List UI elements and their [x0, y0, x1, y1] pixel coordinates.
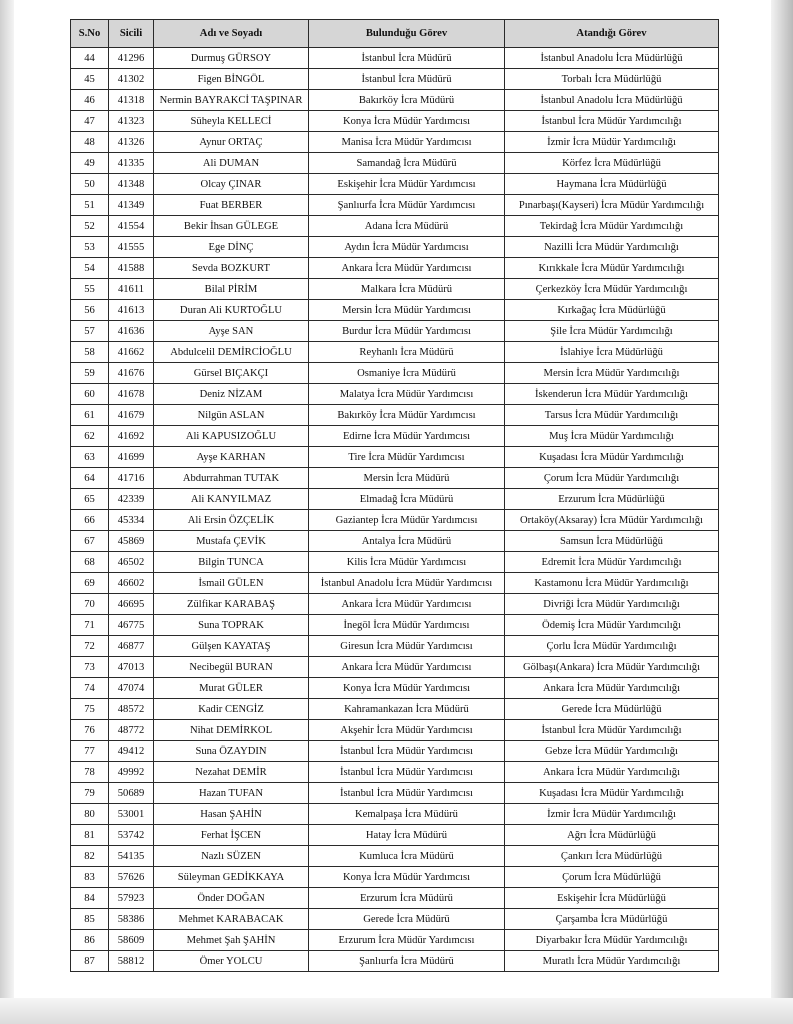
cell-sicil: 57923	[109, 888, 154, 909]
page-shadow-right	[771, 0, 793, 1024]
cell-name: Nilgün ASLAN	[154, 405, 309, 426]
cell-name: Necibegül BURAN	[154, 657, 309, 678]
cell-name: Ege DİNÇ	[154, 237, 309, 258]
cell-sicil: 41678	[109, 384, 154, 405]
cell-sno: 71	[71, 615, 109, 636]
page-shadow-left	[0, 0, 14, 1024]
cell-assigned-position: Çerkezköy İcra Müdür Yardımcılığı	[505, 279, 719, 300]
table-row	[71, 615, 719, 636]
cell-name: Zülfikar KARABAŞ	[154, 594, 309, 615]
cell-name: Duran Ali KURTOĞLU	[154, 300, 309, 321]
cell-sicil: 41302	[109, 69, 154, 90]
cell-name: Suna ÖZAYDIN	[154, 741, 309, 762]
cell-sno: 70	[71, 594, 109, 615]
cell-name: Süleyman GEDİKKAYA	[154, 867, 309, 888]
table-row	[71, 783, 719, 804]
table-row	[71, 48, 719, 69]
table-body	[71, 48, 719, 972]
cell-assigned-position: İstanbul İcra Müdür Yardımcılığı	[505, 720, 719, 741]
table-row	[71, 846, 719, 867]
cell-sno: 53	[71, 237, 109, 258]
cell-name: İsmail GÜLEN	[154, 573, 309, 594]
table-row	[71, 489, 719, 510]
cell-sno: 52	[71, 216, 109, 237]
cell-sno: 75	[71, 699, 109, 720]
cell-current-position: Aydın İcra Müdür Yardımcısı	[309, 237, 505, 258]
cell-name: Hazan TUFAN	[154, 783, 309, 804]
header-name: Adı ve Soyadı	[154, 20, 309, 48]
cell-name: Abdurrahman TUTAK	[154, 468, 309, 489]
table-row	[71, 69, 719, 90]
page-shadow-bottom	[0, 998, 793, 1024]
cell-sno: 76	[71, 720, 109, 741]
cell-current-position: Ankara İcra Müdür Yardımcısı	[309, 594, 505, 615]
cell-assigned-position: Ankara İcra Müdür Yardımcılığı	[505, 678, 719, 699]
cell-sno: 72	[71, 636, 109, 657]
cell-sno: 56	[71, 300, 109, 321]
cell-name: Mehmet Şah ŞAHİN	[154, 930, 309, 951]
cell-current-position: Kilis İcra Müdür Yardımcısı	[309, 552, 505, 573]
cell-sicil: 41611	[109, 279, 154, 300]
cell-sicil: 45334	[109, 510, 154, 531]
cell-sicil: 46502	[109, 552, 154, 573]
cell-name: Ayşe KARHAN	[154, 447, 309, 468]
table-row	[71, 825, 719, 846]
cell-assigned-position: Muş İcra Müdür Yardımcılığı	[505, 426, 719, 447]
cell-name: Murat GÜLER	[154, 678, 309, 699]
table-row	[71, 699, 719, 720]
cell-assigned-position: Kastamonu İcra Müdür Yardımcılığı	[505, 573, 719, 594]
cell-sno: 60	[71, 384, 109, 405]
table-row	[71, 531, 719, 552]
cell-sicil: 41588	[109, 258, 154, 279]
table-row	[71, 741, 719, 762]
cell-assigned-position: Haymana İcra Müdürlüğü	[505, 174, 719, 195]
cell-sicil: 47013	[109, 657, 154, 678]
cell-sno: 64	[71, 468, 109, 489]
cell-current-position: Erzurum İcra Müdürü	[309, 888, 505, 909]
table-row	[71, 762, 719, 783]
cell-sno: 44	[71, 48, 109, 69]
cell-name: Nihat DEMİRKOL	[154, 720, 309, 741]
cell-sicil: 41318	[109, 90, 154, 111]
table-row	[71, 804, 719, 825]
cell-current-position: Kemalpaşa İcra Müdürü	[309, 804, 505, 825]
table-row	[71, 153, 719, 174]
cell-assigned-position: Pınarbaşı(Kayseri) İcra Müdür Yardımcılığı	[505, 195, 719, 216]
cell-name: Bilgin TUNCA	[154, 552, 309, 573]
cell-sicil: 45869	[109, 531, 154, 552]
header-assigned-position: Atandığı Görev	[505, 20, 719, 48]
header-sno: S.No	[71, 20, 109, 48]
cell-sicil: 41323	[109, 111, 154, 132]
cell-current-position: İstanbul İcra Müdür Yardımcısı	[309, 783, 505, 804]
cell-assigned-position: Gölbaşı(Ankara) İcra Müdür Yardımcılığı	[505, 657, 719, 678]
cell-assigned-position: Ağrı İcra Müdürlüğü	[505, 825, 719, 846]
cell-current-position: İstanbul İcra Müdürü	[309, 48, 505, 69]
cell-current-position: Konya İcra Müdür Yardımcısı	[309, 867, 505, 888]
cell-name: Mehmet KARABACAK	[154, 909, 309, 930]
cell-assigned-position: Kuşadası İcra Müdür Yardımcılığı	[505, 447, 719, 468]
cell-current-position: Şanlıurfa İcra Müdür Yardımcısı	[309, 195, 505, 216]
cell-name: Abdulcelil DEMİRCİOĞLU	[154, 342, 309, 363]
cell-sicil: 41296	[109, 48, 154, 69]
table-row	[71, 468, 719, 489]
cell-name: Deniz NİZAM	[154, 384, 309, 405]
cell-assigned-position: Ödemiş İcra Müdür Yardımcılığı	[505, 615, 719, 636]
cell-assigned-position: Çorlu İcra Müdür Yardımcılığı	[505, 636, 719, 657]
table-row	[71, 510, 719, 531]
table-row	[71, 573, 719, 594]
cell-sicil: 41692	[109, 426, 154, 447]
table-row	[71, 111, 719, 132]
cell-assigned-position: Eskişehir İcra Müdürlüğü	[505, 888, 719, 909]
table-row	[71, 279, 719, 300]
header-row	[71, 20, 719, 48]
cell-name: Ali DUMAN	[154, 153, 309, 174]
table-row	[71, 405, 719, 426]
cell-sno: 74	[71, 678, 109, 699]
cell-current-position: Reyhanlı İcra Müdürü	[309, 342, 505, 363]
cell-sicil: 57626	[109, 867, 154, 888]
table-row	[71, 636, 719, 657]
cell-current-position: Burdur İcra Müdür Yardımcısı	[309, 321, 505, 342]
cell-current-position: İstanbul İcra Müdür Yardımcısı	[309, 762, 505, 783]
cell-current-position: Elmadağ İcra Müdürü	[309, 489, 505, 510]
cell-name: Figen BİNGÖL	[154, 69, 309, 90]
appointment-table	[70, 19, 719, 972]
table-row	[71, 216, 719, 237]
table-row	[71, 867, 719, 888]
cell-sicil: 41613	[109, 300, 154, 321]
cell-sno: 78	[71, 762, 109, 783]
cell-name: Hasan ŞAHİN	[154, 804, 309, 825]
cell-current-position: Kahramankazan İcra Müdürü	[309, 699, 505, 720]
cell-assigned-position: Kırkağaç İcra Müdürlüğü	[505, 300, 719, 321]
cell-sno: 59	[71, 363, 109, 384]
table-row	[71, 300, 719, 321]
cell-sicil: 41676	[109, 363, 154, 384]
cell-current-position: İnegöl İcra Müdür Yardımcısı	[309, 615, 505, 636]
cell-sno: 58	[71, 342, 109, 363]
cell-assigned-position: Muratlı İcra Müdür Yardımcılığı	[505, 951, 719, 972]
cell-assigned-position: İslahiye İcra Müdürlüğü	[505, 342, 719, 363]
cell-sno: 55	[71, 279, 109, 300]
cell-current-position: Mersin İcra Müdürü	[309, 468, 505, 489]
cell-sicil: 48572	[109, 699, 154, 720]
cell-assigned-position: İstanbul İcra Müdür Yardımcılığı	[505, 111, 719, 132]
cell-sno: 73	[71, 657, 109, 678]
cell-name: Sevda BOZKURT	[154, 258, 309, 279]
cell-current-position: Osmaniye İcra Müdürü	[309, 363, 505, 384]
cell-current-position: Mersin İcra Müdür Yardımcısı	[309, 300, 505, 321]
cell-sno: 61	[71, 405, 109, 426]
cell-assigned-position: Tekirdağ İcra Müdür Yardımcılığı	[505, 216, 719, 237]
cell-sno: 81	[71, 825, 109, 846]
cell-sno: 79	[71, 783, 109, 804]
cell-assigned-position: Mersin İcra Müdür Yardımcılığı	[505, 363, 719, 384]
cell-sno: 82	[71, 846, 109, 867]
cell-current-position: Edirne İcra Müdür Yardımcısı	[309, 426, 505, 447]
cell-name: Gürsel BIÇAKÇI	[154, 363, 309, 384]
cell-sno: 54	[71, 258, 109, 279]
cell-current-position: Ankara İcra Müdür Yardımcısı	[309, 657, 505, 678]
header-current-position: Bulunduğu Görev	[309, 20, 505, 48]
cell-assigned-position: Çorum İcra Müdür Yardımcılığı	[505, 468, 719, 489]
cell-name: Ali Ersin ÖZÇELİK	[154, 510, 309, 531]
cell-sno: 51	[71, 195, 109, 216]
cell-sicil: 41554	[109, 216, 154, 237]
cell-name: Ali KAPUSIZOĞLU	[154, 426, 309, 447]
cell-current-position: Akşehir İcra Müdür Yardımcısı	[309, 720, 505, 741]
cell-assigned-position: Erzurum İcra Müdürlüğü	[505, 489, 719, 510]
table-row	[71, 888, 719, 909]
cell-name: Ayşe SAN	[154, 321, 309, 342]
cell-name: Durmuş GÜRSOY	[154, 48, 309, 69]
cell-current-position: Eskişehir İcra Müdür Yardımcısı	[309, 174, 505, 195]
cell-assigned-position: Gerede İcra Müdürlüğü	[505, 699, 719, 720]
cell-current-position: Erzurum İcra Müdür Yardımcısı	[309, 930, 505, 951]
cell-sicil: 42339	[109, 489, 154, 510]
cell-name: Olcay ÇINAR	[154, 174, 309, 195]
cell-assigned-position: İzmir İcra Müdür Yardımcılığı	[505, 804, 719, 825]
table-row	[71, 426, 719, 447]
cell-current-position: Antalya İcra Müdürü	[309, 531, 505, 552]
cell-sno: 63	[71, 447, 109, 468]
cell-name: Gülşen KAYATAŞ	[154, 636, 309, 657]
cell-current-position: Samandağ İcra Müdürü	[309, 153, 505, 174]
cell-current-position: Konya İcra Müdür Yardımcısı	[309, 111, 505, 132]
table-row	[71, 657, 719, 678]
cell-sno: 49	[71, 153, 109, 174]
cell-name: Önder DOĞAN	[154, 888, 309, 909]
cell-sicil: 53001	[109, 804, 154, 825]
cell-sicil: 46877	[109, 636, 154, 657]
table-row	[71, 678, 719, 699]
cell-current-position: Giresun İcra Müdür Yardımcısı	[309, 636, 505, 657]
cell-sicil: 46602	[109, 573, 154, 594]
cell-sicil: 49992	[109, 762, 154, 783]
cell-current-position: Tire İcra Müdür Yardımcısı	[309, 447, 505, 468]
cell-sno: 69	[71, 573, 109, 594]
cell-current-position: İstanbul İcra Müdürü	[309, 69, 505, 90]
table-row	[71, 258, 719, 279]
cell-sno: 80	[71, 804, 109, 825]
cell-current-position: Gerede İcra Müdürü	[309, 909, 505, 930]
cell-current-position: Kumluca İcra Müdürü	[309, 846, 505, 867]
cell-current-position: Hatay İcra Müdürü	[309, 825, 505, 846]
table-header	[71, 20, 719, 48]
cell-sicil: 41335	[109, 153, 154, 174]
cell-sno: 57	[71, 321, 109, 342]
cell-current-position: Bakırköy İcra Müdür Yardımcısı	[309, 405, 505, 426]
cell-name: Ferhat İŞCEN	[154, 825, 309, 846]
cell-sicil: 46695	[109, 594, 154, 615]
cell-name: Fuat BERBER	[154, 195, 309, 216]
cell-assigned-position: İskenderun İcra Müdür Yardımcılığı	[505, 384, 719, 405]
header-sicil: Sicili	[109, 20, 154, 48]
cell-assigned-position: Ortaköy(Aksaray) İcra Müdür Yardımcılığı	[505, 510, 719, 531]
cell-sicil: 41326	[109, 132, 154, 153]
cell-assigned-position: Kuşadası İcra Müdür Yardımcılığı	[505, 783, 719, 804]
cell-sicil: 50689	[109, 783, 154, 804]
cell-sno: 46	[71, 90, 109, 111]
cell-current-position: Konya İcra Müdür Yardımcısı	[309, 678, 505, 699]
cell-name: Ömer YOLCU	[154, 951, 309, 972]
cell-name: Nazlı SÜZEN	[154, 846, 309, 867]
cell-sicil: 41662	[109, 342, 154, 363]
cell-assigned-position: Divriği İcra Müdür Yardımcılığı	[505, 594, 719, 615]
cell-sno: 84	[71, 888, 109, 909]
cell-assigned-position: Nazilli İcra Müdür Yardımcılığı	[505, 237, 719, 258]
cell-sno: 77	[71, 741, 109, 762]
cell-sicil: 58812	[109, 951, 154, 972]
cell-sicil: 47074	[109, 678, 154, 699]
cell-sicil: 41555	[109, 237, 154, 258]
cell-current-position: Ankara İcra Müdür Yardımcısı	[309, 258, 505, 279]
cell-sicil: 53742	[109, 825, 154, 846]
table-row	[71, 951, 719, 972]
cell-assigned-position: İzmir İcra Müdür Yardımcılığı	[505, 132, 719, 153]
cell-assigned-position: Ankara İcra Müdür Yardımcılığı	[505, 762, 719, 783]
cell-sno: 67	[71, 531, 109, 552]
table-row	[71, 930, 719, 951]
cell-current-position: Malkara İcra Müdürü	[309, 279, 505, 300]
cell-sicil: 41679	[109, 405, 154, 426]
cell-name: Nermin BAYRAKCİ TAŞPINAR	[154, 90, 309, 111]
cell-name: Bekir İhsan GÜLEGE	[154, 216, 309, 237]
cell-sicil: 48772	[109, 720, 154, 741]
cell-current-position: İstanbul Anadolu İcra Müdür Yardımcısı	[309, 573, 505, 594]
cell-assigned-position: Şile İcra Müdür Yardımcılığı	[505, 321, 719, 342]
cell-sicil: 41716	[109, 468, 154, 489]
table-row	[71, 384, 719, 405]
cell-assigned-position: İstanbul Anadolu İcra Müdürlüğü	[505, 48, 719, 69]
table-row	[71, 447, 719, 468]
table-row	[71, 132, 719, 153]
cell-sno: 87	[71, 951, 109, 972]
cell-sno: 47	[71, 111, 109, 132]
table-row	[71, 237, 719, 258]
table-row	[71, 342, 719, 363]
cell-sicil: 54135	[109, 846, 154, 867]
cell-sno: 68	[71, 552, 109, 573]
table-row	[71, 90, 719, 111]
table-row	[71, 720, 719, 741]
cell-sno: 86	[71, 930, 109, 951]
cell-assigned-position: İstanbul Anadolu İcra Müdürlüğü	[505, 90, 719, 111]
cell-assigned-position: Torbalı İcra Müdürlüğü	[505, 69, 719, 90]
table-row	[71, 195, 719, 216]
cell-assigned-position: Edremit İcra Müdür Yardımcılığı	[505, 552, 719, 573]
cell-sicil: 58386	[109, 909, 154, 930]
cell-current-position: Adana İcra Müdürü	[309, 216, 505, 237]
cell-name: Mustafa ÇEVİK	[154, 531, 309, 552]
table-row	[71, 552, 719, 573]
cell-sno: 85	[71, 909, 109, 930]
cell-sno: 62	[71, 426, 109, 447]
cell-current-position: Malatya İcra Müdür Yardımcısı	[309, 384, 505, 405]
cell-name: Nezahat DEMİR	[154, 762, 309, 783]
cell-name: Suna TOPRAK	[154, 615, 309, 636]
cell-current-position: Şanlıurfa İcra Müdürü	[309, 951, 505, 972]
table-row	[71, 909, 719, 930]
cell-name: Süheyla KELLECİ	[154, 111, 309, 132]
cell-current-position: İstanbul İcra Müdür Yardımcısı	[309, 741, 505, 762]
cell-name: Bilal PİRİM	[154, 279, 309, 300]
cell-sno: 83	[71, 867, 109, 888]
cell-sno: 50	[71, 174, 109, 195]
cell-sicil: 58609	[109, 930, 154, 951]
cell-name: Aynur ORTAÇ	[154, 132, 309, 153]
cell-name: Kadir CENGİZ	[154, 699, 309, 720]
cell-assigned-position: Tarsus İcra Müdür Yardımcılığı	[505, 405, 719, 426]
cell-assigned-position: Çorum İcra Müdürlüğü	[505, 867, 719, 888]
cell-name: Ali KANYILMAZ	[154, 489, 309, 510]
table-row	[71, 174, 719, 195]
table-row	[71, 363, 719, 384]
cell-sicil: 41349	[109, 195, 154, 216]
cell-assigned-position: Çarşamba İcra Müdürlüğü	[505, 909, 719, 930]
cell-assigned-position: Diyarbakır İcra Müdür Yardımcılığı	[505, 930, 719, 951]
cell-sicil: 41699	[109, 447, 154, 468]
cell-current-position: Manisa İcra Müdür Yardımcısı	[309, 132, 505, 153]
cell-assigned-position: Gebze İcra Müdür Yardımcılığı	[505, 741, 719, 762]
cell-sno: 48	[71, 132, 109, 153]
cell-assigned-position: Kırıkkale İcra Müdür Yardımcılığı	[505, 258, 719, 279]
cell-assigned-position: Samsun İcra Müdürlüğü	[505, 531, 719, 552]
cell-current-position: Gaziantep İcra Müdür Yardımcısı	[309, 510, 505, 531]
table-row	[71, 321, 719, 342]
cell-sno: 65	[71, 489, 109, 510]
cell-sicil: 41348	[109, 174, 154, 195]
cell-sicil: 49412	[109, 741, 154, 762]
table-row	[71, 594, 719, 615]
cell-current-position: Bakırköy İcra Müdürü	[309, 90, 505, 111]
cell-sicil: 46775	[109, 615, 154, 636]
cell-sno: 45	[71, 69, 109, 90]
cell-sicil: 41636	[109, 321, 154, 342]
cell-assigned-position: Körfez İcra Müdürlüğü	[505, 153, 719, 174]
cell-assigned-position: Çankırı İcra Müdürlüğü	[505, 846, 719, 867]
cell-sno: 66	[71, 510, 109, 531]
